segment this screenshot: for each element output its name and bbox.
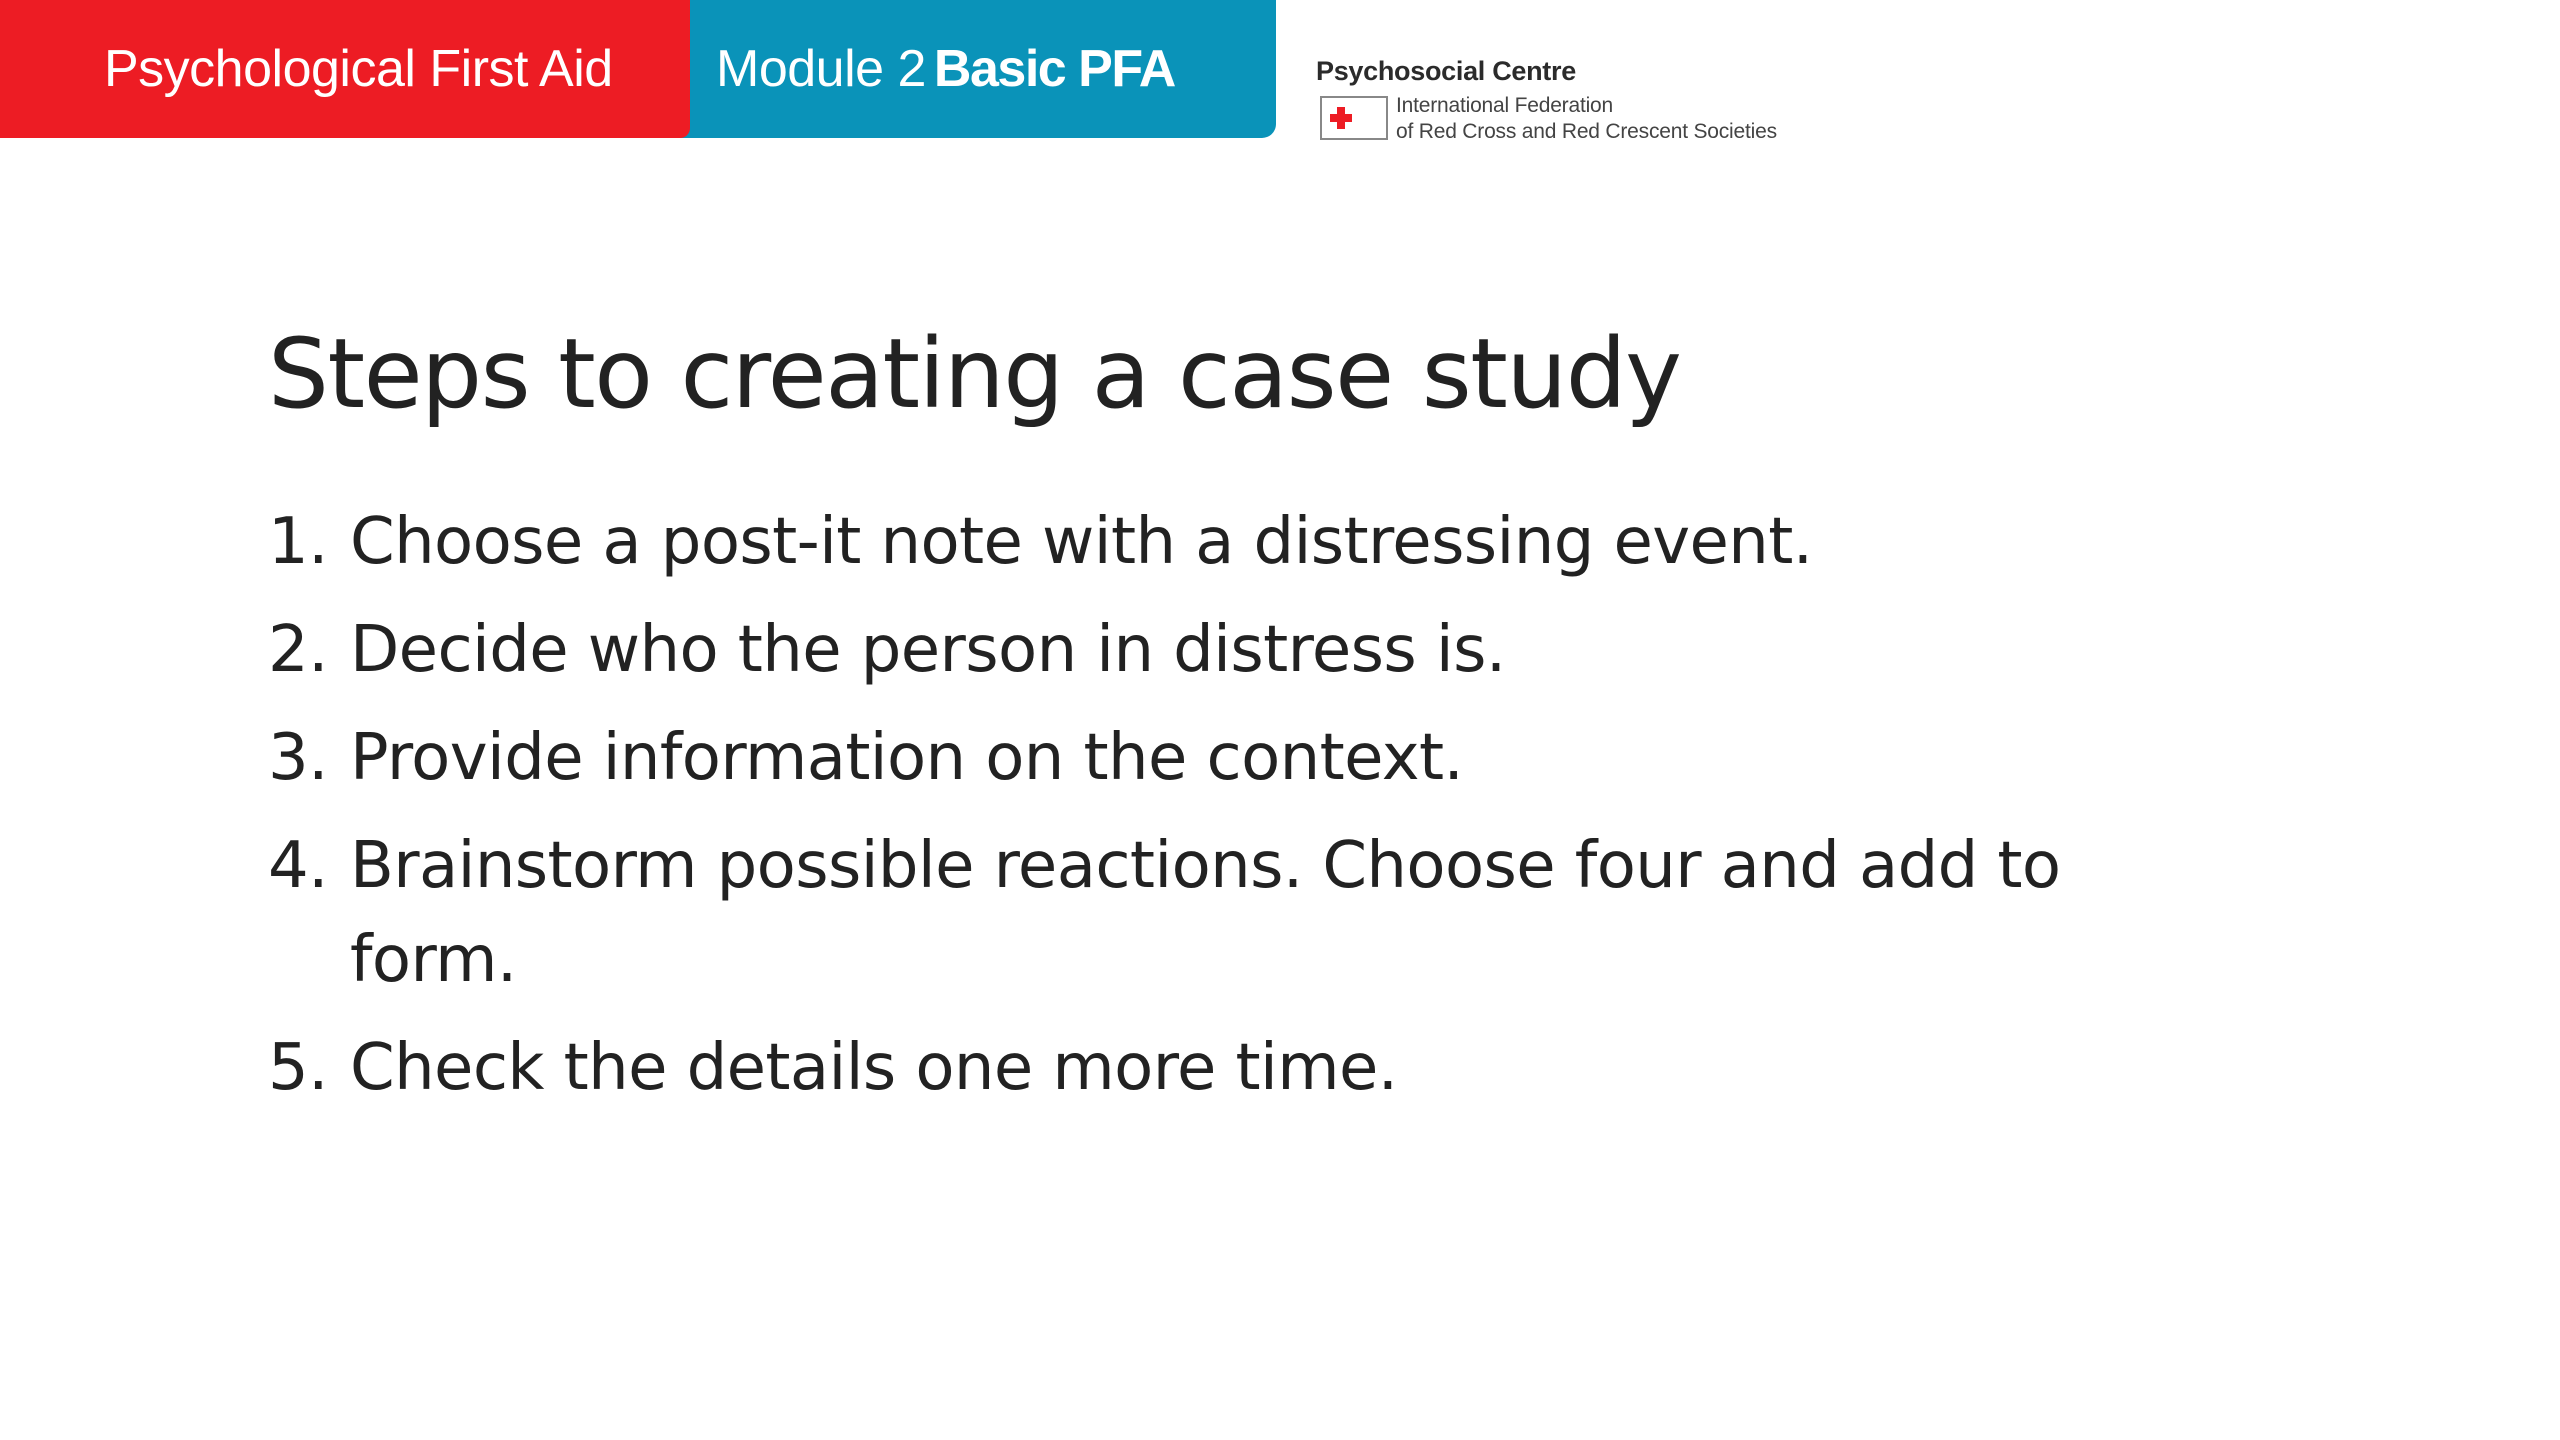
step-text: Provide information on the context. [350,721,1464,795]
centre-name: Psychosocial Centre [1316,56,1576,86]
slide-title: Steps to creating a case study [268,318,1681,430]
module-label [716,39,1175,99]
step-number: 3. [268,721,328,795]
list-item-step-1 [268,495,2168,589]
federation-name-line-2: of Red Cross and Red Crescent Societies [1396,120,1777,143]
list-item-step-2 [268,603,2168,697]
step-number: 4. [268,829,328,903]
step-text: Brainstorm possible reactions. Choose four and add to form. [350,829,2061,997]
step-text: Decide who the person in distress is. [350,613,1506,687]
course-title: Psychological First Aid [104,40,613,98]
steps-list [268,495,2168,1129]
list-item-step-4 [268,819,2168,1007]
list-item-step-3 [268,711,2168,805]
list-item-step-5 [268,1021,2168,1115]
step-number: 5. [268,1031,328,1105]
step-number: 2. [268,613,328,687]
psychosocial-centre-logo [1316,56,1876,156]
step-text: Choose a post-it note with a distressing event. [350,505,1813,579]
step-number: 1. [268,505,328,579]
module-name: Basic PFA [933,40,1175,98]
module-band [672,0,1276,138]
federation-name-line-1: International Federation [1396,94,1614,117]
emblem-graphic [1324,100,1384,136]
course-title-band [0,0,690,138]
step-text: Check the details one more time. [350,1031,1398,1105]
red-cross-red-crescent-icon [1320,96,1388,140]
module-prefix: Module 2 [716,40,926,98]
